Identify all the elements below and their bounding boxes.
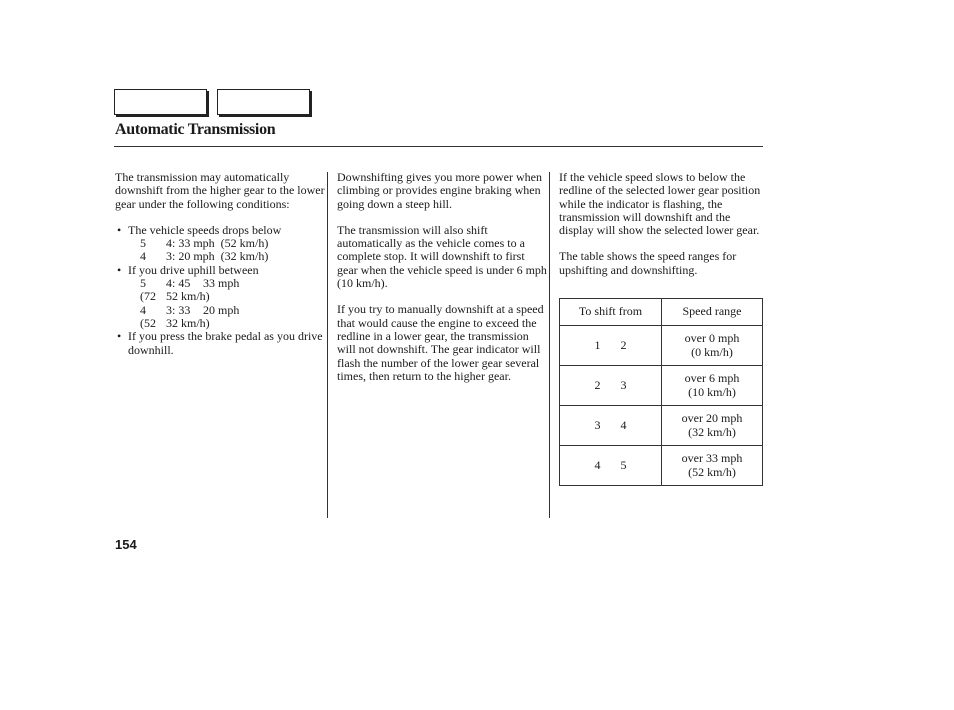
gear-from: 5 <box>140 236 146 251</box>
gear-to: 2 <box>620 337 627 352</box>
table-header: To shift from <box>560 299 662 326</box>
sub-row <box>115 304 325 317</box>
intro-paragraph: The transmission may automatically downshift from the higher gear to the lower gear under the following conditions: <box>115 170 325 211</box>
gear-kmh: (52 km/h) <box>220 236 269 251</box>
gear-mph: 20 mph <box>203 302 240 317</box>
gear-kmh-b: 52 km/h) <box>166 289 210 304</box>
speed-kmh: (32 km/h) <box>688 424 736 439</box>
list-item: • The vehicle speeds drops below <box>115 224 325 237</box>
speed-mph: over 20 mph <box>681 411 743 426</box>
speed-mph: over 0 mph <box>684 331 740 346</box>
speed-cell <box>662 366 763 406</box>
gear-from: 4 <box>140 302 146 317</box>
speed-range-table <box>559 298 763 486</box>
paragraph: The table shows the speed ranges for upshifting and downshifting. <box>559 249 737 277</box>
list-item: • If you press the brake pedal as you drive downhill. <box>115 330 325 357</box>
nav-tab-box-right[interactable] <box>217 89 310 115</box>
sub-row <box>115 290 325 303</box>
speed-cell <box>662 406 763 446</box>
paragraph: If you try to manually downshift at a speed that would cause the engine to exceed the redline in a lower gear, the transmission will not downshift. The gear indicator will flash the number of the lower gear several times, then return to the higher gear. <box>337 302 544 383</box>
table-row <box>560 446 763 486</box>
column-2 <box>337 171 547 383</box>
table-row <box>560 326 763 366</box>
page-number: 154 <box>115 537 137 552</box>
table-row <box>560 366 763 406</box>
shift-cell <box>560 446 662 486</box>
gear-from: 4 <box>140 249 146 264</box>
gear-speed: 3: 33 <box>166 302 191 317</box>
speed-kmh: (0 km/h) <box>691 344 733 359</box>
paragraph: If the vehicle speed slows to below the redline of the selected lower gear position while the indicator is flashing, the transmission will downshift and the display will show the selected lower gear. <box>559 170 761 238</box>
column-divider <box>549 172 550 518</box>
speed-cell <box>662 446 763 486</box>
speed-kmh: (52 km/h) <box>688 464 736 479</box>
speed-mph: over 33 mph <box>681 451 743 466</box>
gear-speed: 4: 45 <box>166 276 191 291</box>
gear-from: 5 <box>140 276 146 291</box>
sub-row <box>115 250 325 263</box>
gear-kmh-a: (72 <box>140 289 156 304</box>
sub-row <box>115 317 325 330</box>
gear-kmh-b: 32 km/h) <box>166 315 210 330</box>
gear-kmh-a: (52 <box>140 315 156 330</box>
speed-cell <box>662 326 763 366</box>
gear-speed: 3: 20 mph <box>166 249 215 264</box>
gear-to: 3 <box>620 377 627 392</box>
gear-speed: 4: 33 mph <box>166 236 215 251</box>
gear-kmh: (32 km/h) <box>220 249 269 264</box>
conditions-list <box>115 224 325 357</box>
gear-mph: 33 mph <box>203 276 240 291</box>
paragraph: Downshifting gives you more power when climbing or provides engine braking when going down a steep hill. <box>337 170 542 211</box>
speed-mph: over 6 mph <box>684 371 740 386</box>
sub-row <box>115 277 325 290</box>
shift-cell <box>560 406 662 446</box>
list-item: • If you drive uphill between <box>115 264 325 277</box>
gear-from: 1 <box>594 337 601 352</box>
shift-cell <box>560 366 662 406</box>
table-row <box>560 406 763 446</box>
gear-from: 4 <box>594 457 601 472</box>
column-1 <box>115 171 325 357</box>
gear-from: 2 <box>594 377 601 392</box>
table-header-row <box>560 299 763 326</box>
nav-tab-box-left[interactable] <box>114 89 207 115</box>
gear-to: 5 <box>620 457 627 472</box>
table-header: Speed range <box>662 299 763 326</box>
shift-cell <box>560 326 662 366</box>
gear-to: 4 <box>620 417 627 432</box>
speed-kmh: (10 km/h) <box>688 384 736 399</box>
paragraph: The transmission will also shift automatically as the vehicle comes to a complete stop. It will downshift to first gear when the vehicle speed is under 6 mph (10 km/h). <box>337 222 547 291</box>
page-title: Automatic Transmission <box>115 121 276 138</box>
title-rule <box>114 146 763 147</box>
column-3 <box>559 171 764 277</box>
gear-from: 3 <box>594 417 601 432</box>
column-divider <box>327 172 328 518</box>
sub-row <box>115 237 325 250</box>
